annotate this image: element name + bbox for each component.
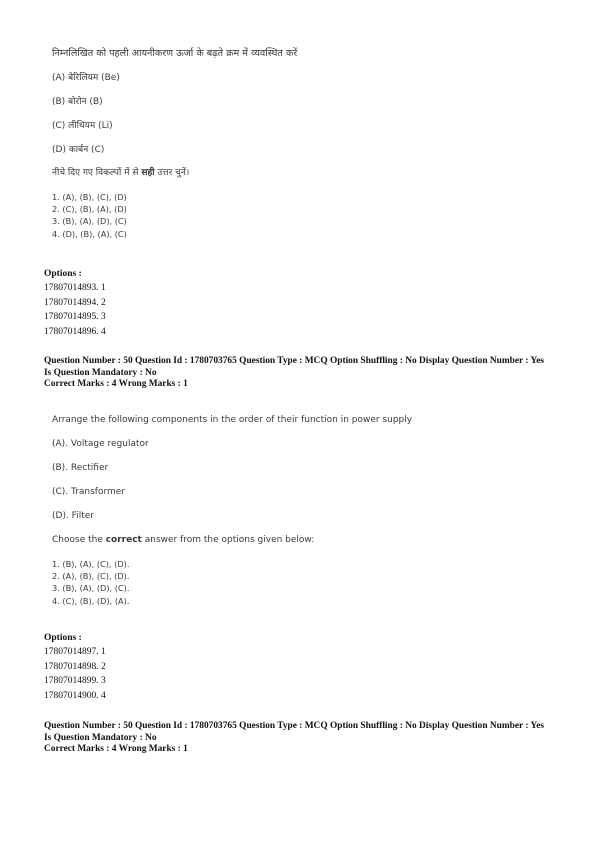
question-2-item-d: (D). Filter — [52, 511, 94, 521]
question-1-stem: निम्नलिखित को पहली आयनीकरण ऊर्जा के बढ़ते क्रम में व्यवस्थित करें — [52, 48, 298, 59]
choice-4: 4. (C), (B), (D), (A). — [52, 595, 130, 606]
options-label: Options : — [44, 269, 82, 279]
instruction-bold-text: सही — [141, 168, 155, 178]
option-id-row: 17807014893. 1 — [44, 283, 106, 293]
meta-line-1: Question Number : 50 Question Id : 1780703765 Question Type : MCQ Option Shuffling : No Display Question Number : Yes — [44, 721, 545, 731]
choice-2: 2. (C), (B), (A), (D) — [52, 204, 127, 215]
question-1-item-d: (D) कार्बन (C) — [52, 145, 105, 155]
question-2-instruction — [52, 534, 412, 546]
question-1-instruction — [52, 167, 297, 179]
question-2-body — [52, 414, 412, 607]
meta-line-2: Is Question Mandatory : No — [44, 732, 157, 743]
meta-line-1: Question Number : 50 Question Id : 1780703765 Question Type : MCQ Option Shuffling : No Display Question Number : Yes — [44, 356, 545, 366]
option-id-row: 17807014900. 4 — [44, 690, 106, 701]
option-id-row: 17807014899. 3 — [44, 676, 106, 687]
meta-line-3: Correct Marks : 4 Wrong Marks : 1 — [44, 379, 188, 389]
question-1-options — [44, 268, 106, 339]
question-1-choices — [52, 191, 297, 240]
choice-4: 4. (D), (B), (A), (C) — [52, 228, 127, 239]
instruction-text: नीचे दिए गए विकल्पों में से — [52, 168, 142, 178]
choice-1: 1. (B), (A), (C), (D). — [52, 559, 130, 569]
question-2-choices — [52, 558, 412, 607]
question-2-item-a: (A). Voltage regulator — [52, 439, 149, 449]
choice-2: 2. (A), (B), (C), (D). — [52, 571, 130, 582]
choice-3: 3. (B), (A), (D), (C). — [52, 583, 130, 594]
question-2-options — [44, 632, 106, 703]
question-3-meta — [44, 721, 544, 756]
option-id-row: 17807014895. 3 — [44, 312, 106, 323]
question-2-meta — [44, 356, 544, 391]
option-id-row: 17807014894. 2 — [44, 297, 106, 308]
meta-line-2: Is Question Mandatory : No — [44, 367, 157, 378]
instruction-text-end: answer from the options given below: — [141, 535, 315, 545]
instruction-bold-text: correct — [105, 535, 142, 545]
option-id-row: 17807014896. 4 — [44, 326, 106, 337]
question-2-item-b: (B). Rectifier — [52, 463, 109, 473]
option-id-row: 17807014897. 1 — [44, 647, 106, 657]
choice-1: 1. (A), (B), (C), (D) — [52, 192, 127, 202]
option-id-row: 17807014898. 2 — [44, 661, 106, 672]
question-1-item-a: (A) बेरिलियम (Be) — [52, 73, 120, 83]
instruction-text-end: उत्तर चुनें। — [154, 168, 190, 178]
question-1-body — [52, 48, 297, 240]
meta-line-3: Correct Marks : 4 Wrong Marks : 1 — [44, 744, 188, 754]
options-label: Options : — [44, 633, 82, 643]
choice-3: 3. (B), (A), (D), (C) — [52, 216, 127, 227]
question-1-item-c: (C) लीथियम (Li) — [52, 121, 113, 131]
instruction-text: Choose the — [52, 535, 106, 545]
question-2-stem: Arrange the following components in the order of their function in power supply — [52, 415, 413, 425]
question-2-item-c: (C). Transformer — [52, 487, 126, 497]
question-1-item-b: (B) बोरोन (B) — [52, 97, 103, 107]
